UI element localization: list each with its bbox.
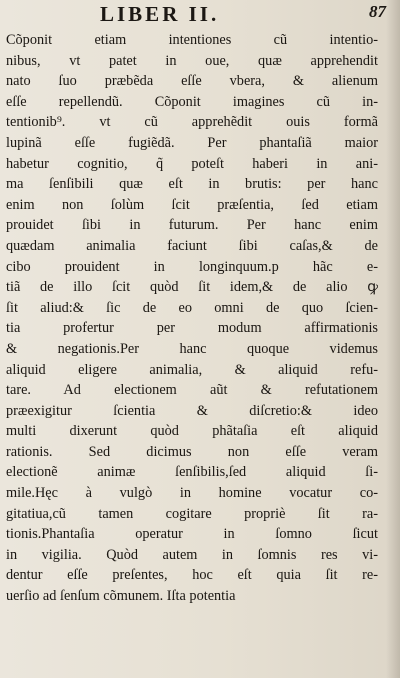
text-line: nato ſuo præbẽda eſſe vbera, & alienum — [6, 73, 378, 90]
text-line: mile.Hęc à vulgò in homine vocatur co- — [6, 485, 378, 502]
text-line: Cõponit etiam intentiones cũ intentio- — [6, 32, 378, 48]
text-line: rationis. Sed dicimus non eſſe veram — [6, 443, 378, 460]
text-line: enim non ſolùm ſcit præſentia, ſed etiam — [6, 196, 378, 213]
text-line: præexigitur ſcientia & diſcretio:& ideo — [6, 402, 378, 419]
text-line: nibus, vt patet in oue, quæ apprehendit — [6, 52, 378, 69]
text-line: quædam animalia faciunt ſibi caſas,& de — [6, 237, 378, 254]
text-line: lupinã eſſe fugiẽdã. Per phantaſiã maior — [6, 134, 378, 151]
body-text — [6, 30, 378, 607]
running-title: LIBER II. — [100, 2, 220, 26]
text-line: ma ſenſibili quæ eſt in brutis: per hanc — [6, 176, 378, 193]
text-line: tia profertur per modum affirmationis — [6, 320, 378, 337]
text-line: prouidet ſibi in futurum. Per hanc enim — [6, 217, 378, 234]
text-line: in vigilia. Quòd autem in ſomnis res vi- — [6, 546, 378, 563]
text-line: ſit aliud:& ſic de eo omni de quo ſcien- — [6, 299, 378, 316]
text-line: habetur cognitio, q̃ poteſt haberi in ani- — [6, 155, 378, 172]
text-line: gitatiua,cũ tamen cogitare propriè ſit ra- — [6, 505, 378, 522]
folio-number: 87 — [369, 2, 386, 21]
text-line: tare. Ad electionem aũt & refutationem — [6, 382, 378, 399]
running-head — [0, 2, 400, 28]
text-line: & negationis.Per hanc quoque videmus — [6, 340, 378, 357]
text-line: dentur eſſe preſentes, hoc eſt quia ſit re- — [6, 567, 378, 584]
page-edge-shadow — [386, 0, 400, 678]
text-line: aliquid eligere animalia, & aliquid refu- — [6, 361, 378, 378]
text-line: tentionib⁹. vt cũ apprehẽdit ouis formã — [6, 114, 378, 131]
text-line: eſſe repellendũ. Cõponit imagines cũ in- — [6, 93, 378, 110]
text-line: cibo prouident in longinquum.p hãc e- — [6, 258, 378, 275]
text-line: tiã de illo ſcit quòd ſit idem,& de alio ꝙ — [6, 279, 378, 296]
text-line: electionẽ animæ ſenſibilis,ſed aliquid ſi- — [6, 464, 378, 481]
text-line: multi dixerunt quòd phãtaſia eſt aliquid — [6, 423, 378, 440]
text-line: uerſio ad ſenſum cõmunem. Iſta potentia — [6, 588, 236, 605]
text-line: tionis.Phantaſia operatur in ſomno ſicut — [6, 526, 378, 543]
